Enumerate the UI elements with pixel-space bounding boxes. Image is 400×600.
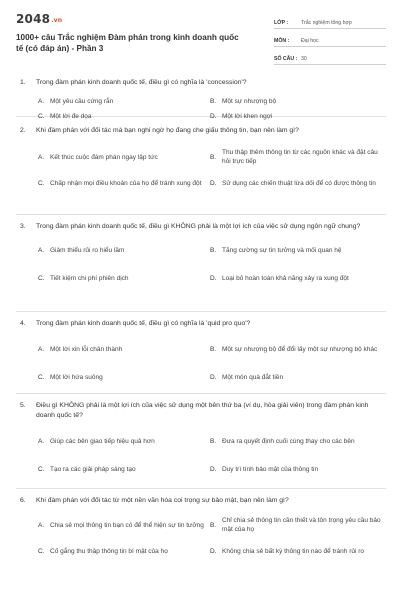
option-letter: C. <box>38 547 45 555</box>
question-list <box>16 74 386 579</box>
option-text: Một sự nhượng bộ <box>222 98 277 105</box>
logo-suffix: .vn <box>51 17 63 24</box>
options <box>38 144 386 196</box>
option-text: Một món quà đắt tiền <box>222 373 284 381</box>
option-a[interactable] <box>38 94 210 109</box>
option-a[interactable] <box>38 144 210 170</box>
option-letter: A. <box>38 98 45 105</box>
option-text: Kết thúc cuộc đàm phán ngay lập tức <box>50 153 158 161</box>
option-letter: B. <box>210 98 217 105</box>
option-a[interactable] <box>38 335 210 363</box>
option-c[interactable] <box>38 170 210 196</box>
info-panel <box>274 14 386 68</box>
question-2 <box>16 117 386 215</box>
option-text: Đưa ra quyết định cuối cùng thay cho các bên <box>222 437 355 445</box>
question-text <box>16 496 386 506</box>
question-text <box>16 126 386 136</box>
option-letter: B. <box>210 246 217 254</box>
option-text: Không chia sẻ bất kỳ thông tin nào để tránh rủi ro <box>222 547 365 555</box>
info-label: SỐ CÂU : <box>274 56 298 62</box>
question-body: Khi đàm phán với đối tác từ một nền văn hóa coi trọng sự bảo mật, bạn nên làm gì? <box>36 497 289 504</box>
option-text: Chia sẻ mọi thông tin bạn có để thể hiện sự tin tưởng <box>50 521 204 529</box>
info-value: 30 <box>301 56 307 62</box>
option-text: Chấp nhận mọi điều khoản của họ để tránh xung đột <box>50 179 202 187</box>
question-body: Khi đàm phán với đối tác mà bạn nghi ngờ họ đang che giấu thông tin, bạn nên làm gì? <box>36 127 299 134</box>
options <box>38 94 386 124</box>
option-d[interactable] <box>210 538 382 564</box>
option-letter: D. <box>210 274 217 282</box>
page-title: 1000+ câu Trắc nghiệm Đàm phán trong kinh doanh quốc tế (có đáp án) - Phần 3 <box>16 33 239 53</box>
option-text: Loại bỏ hoàn toàn khả năng xảy ra xung đột <box>222 274 349 282</box>
option-text: Duy trì tính bảo mật của thông tin <box>222 465 319 473</box>
option-text: Chỉ chia sẻ thông tin cần thiết và tôn trọng yêu cầu bảo mật của họ <box>222 517 381 533</box>
question-5 <box>16 394 386 489</box>
option-b[interactable] <box>210 427 382 455</box>
question-number: 4. <box>20 320 26 327</box>
question-4 <box>16 312 386 394</box>
option-c[interactable] <box>38 264 210 292</box>
option-a[interactable] <box>38 236 210 264</box>
info-row-subject <box>274 32 386 47</box>
option-letter: D. <box>210 373 217 381</box>
option-c[interactable] <box>38 363 210 391</box>
option-text: Cố gắng thu thập thông tin bí mật của họ <box>50 547 168 555</box>
option-d[interactable] <box>210 455 382 483</box>
option-text: Giảm thiểu rủi ro hiểu lầm <box>50 246 125 254</box>
option-letter: A. <box>38 153 45 161</box>
question-text <box>16 401 386 421</box>
option-text: Sử dụng các chiến thuật lừa dối để có được thông tin <box>222 179 376 187</box>
question-text <box>16 319 386 329</box>
info-value: Trắc nghiệm tổng hợp <box>301 20 352 26</box>
question-number: 5. <box>20 402 26 409</box>
question-3 <box>16 215 386 312</box>
options <box>38 427 386 483</box>
option-letter: B. <box>210 153 217 161</box>
question-6 <box>16 489 386 579</box>
question-body: Trong đàm phán kinh doanh quốc tế, điều gì KHÔNG phải là một lợi ích của việc sử dụng ngôn ngữ chung? <box>36 223 361 230</box>
question-number: 2. <box>20 127 26 134</box>
option-b[interactable] <box>210 335 382 363</box>
option-b[interactable] <box>210 236 382 264</box>
option-text: Một lời đe dọa <box>50 113 92 120</box>
options <box>38 236 386 292</box>
option-c[interactable] <box>38 538 210 564</box>
option-text: Thu thập thêm thông tin từ các nguồn khác và đặt câu hỏi trực tiếp <box>222 149 378 165</box>
site-logo[interactable] <box>16 12 244 29</box>
option-text: Một lời hứa suông <box>50 373 103 381</box>
option-text: Tạo ra các giải pháp sáng tạo <box>50 465 136 473</box>
option-a[interactable] <box>38 512 210 538</box>
info-label: LỚP : <box>274 20 289 26</box>
question-body: Điều gì KHÔNG phải là một lợi ích của việc sử dụng một bên thứ ba (ví dụ, hòa giải viên) trong đàm phán kinh doanh quốc tế? <box>36 402 369 419</box>
option-letter: C. <box>38 274 45 282</box>
option-letter: A. <box>38 345 45 353</box>
option-letter: D. <box>210 547 217 555</box>
info-row-count <box>274 50 386 65</box>
option-letter: D. <box>210 465 217 473</box>
info-value: Đại học <box>301 38 319 44</box>
option-text: Một lời xin lỗi chân thành <box>50 345 123 353</box>
option-d[interactable] <box>210 264 382 292</box>
question-body: Trong đàm phán kinh doanh quốc tế, điều gì có nghĩa là 'quid pro quo'? <box>36 320 251 327</box>
option-letter: C. <box>38 373 45 381</box>
option-text: Tăng cường sự tin tưởng và mối quan hệ <box>222 246 342 254</box>
option-a[interactable] <box>38 427 210 455</box>
info-label: MÔN : <box>274 38 290 44</box>
question-number: 6. <box>20 497 26 504</box>
question-1 <box>16 74 386 120</box>
option-letter: C. <box>38 465 45 473</box>
option-text: Một yêu cầu cứng rắn <box>50 98 114 105</box>
header-left <box>16 12 244 54</box>
options <box>38 335 386 391</box>
logo-main: 2048 <box>16 12 51 26</box>
option-text: Tiết kiệm chi phí phiên dịch <box>50 274 129 282</box>
option-letter: A. <box>38 521 45 529</box>
option-d[interactable] <box>210 170 382 196</box>
option-letter: C. <box>38 113 45 120</box>
option-letter: A. <box>38 246 45 254</box>
option-b[interactable] <box>210 512 382 538</box>
question-text <box>16 222 386 232</box>
question-body: Trong đàm phán kinh doanh quốc tế, điều gì có nghĩa là 'concession'? <box>36 79 247 86</box>
option-text: Một sự nhượng bộ để đổi lấy một sự nhượng bộ khác <box>222 345 378 353</box>
option-c[interactable] <box>38 455 210 483</box>
question-number: 3. <box>20 223 26 230</box>
header <box>16 12 386 74</box>
question-text <box>16 78 386 88</box>
option-d[interactable] <box>210 109 382 124</box>
option-letter: B. <box>210 521 217 529</box>
option-letter: B. <box>210 345 217 353</box>
option-c[interactable] <box>38 109 210 124</box>
option-d[interactable] <box>210 363 382 391</box>
info-row-class <box>274 14 386 29</box>
option-letter: D. <box>210 179 217 187</box>
option-b[interactable] <box>210 94 382 109</box>
option-b[interactable] <box>210 144 382 170</box>
question-number: 1. <box>20 79 26 86</box>
option-letter: D. <box>210 113 217 120</box>
option-letter: A. <box>38 437 45 445</box>
option-text: Một lời khen ngợi <box>222 113 273 120</box>
option-letter: B. <box>210 437 217 445</box>
options <box>38 512 386 564</box>
option-letter: C. <box>38 179 45 187</box>
option-text: Giúp các bên giao tiếp hiệu quả hơn <box>50 437 155 445</box>
